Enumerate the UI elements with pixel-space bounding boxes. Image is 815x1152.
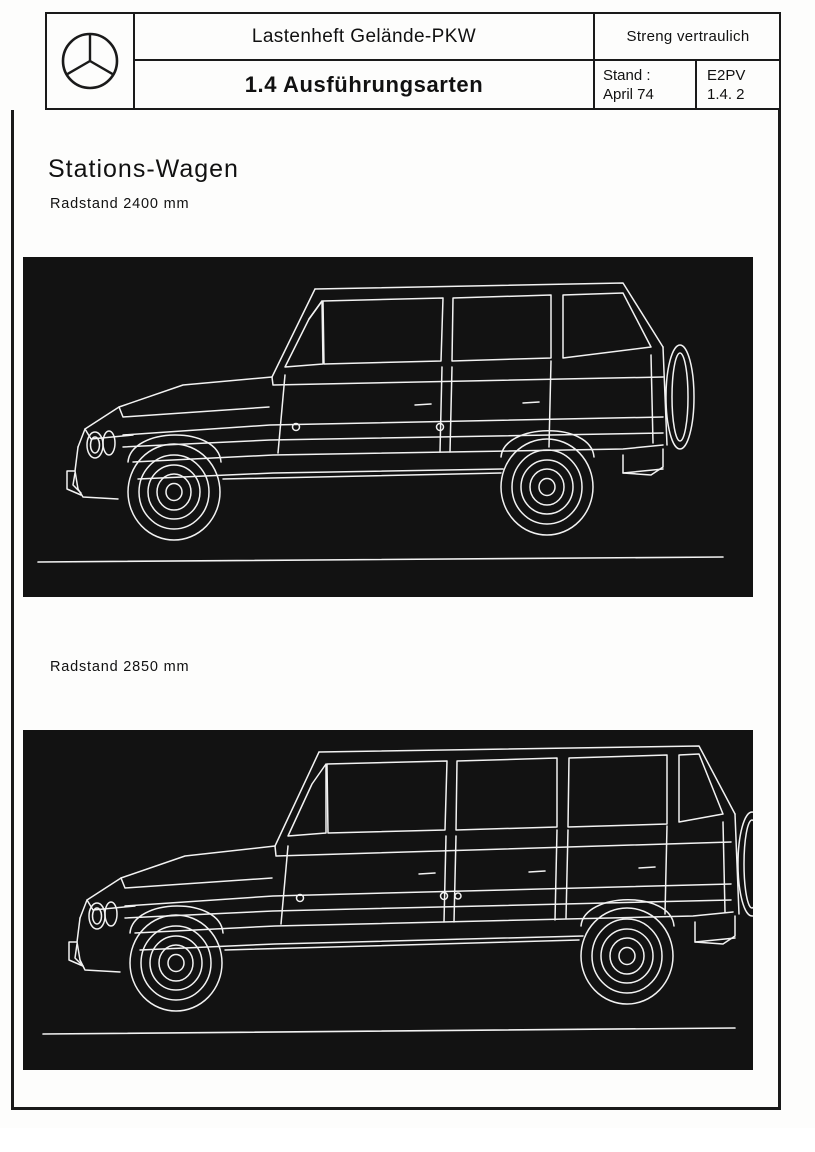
figure-station-wagon-swb — [23, 257, 753, 597]
header-code-cell — [697, 61, 781, 108]
document-section-number: 1.4. 2 — [707, 86, 745, 103]
wheelbase-label-2850: Radstand 2850 mm — [50, 659, 190, 675]
date-label: Stand : — [603, 67, 651, 84]
page-border-bottom — [11, 1107, 781, 1110]
page-border-right — [778, 110, 781, 1110]
lwb-line-drawing — [23, 730, 753, 1070]
header-confidentiality-cell — [595, 14, 781, 61]
page-title: Stations-Wagen — [48, 155, 239, 183]
header-document-title-cell — [135, 14, 595, 61]
header-document-title: Lastenheft Gelände-PKW — [251, 25, 477, 47]
document-header-table — [45, 12, 781, 110]
header-logo-cell — [47, 14, 135, 108]
page-border-left — [11, 110, 14, 1110]
date-value: April 74 — [603, 86, 654, 103]
wheelbase-label-2400: Radstand 2400 mm — [50, 196, 190, 212]
swb-line-drawing — [23, 257, 753, 597]
page-bottom-margin — [0, 1128, 815, 1152]
document-code: E2PV — [707, 67, 746, 84]
figure-station-wagon-lwb — [23, 730, 753, 1070]
header-section-title-cell — [135, 61, 595, 108]
header-date-cell — [595, 61, 697, 108]
mercedes-star-icon — [60, 31, 120, 91]
header-section-title: 1.4 Ausführungsarten — [244, 71, 484, 97]
confidentiality-label: Streng vertraulich — [626, 28, 750, 45]
